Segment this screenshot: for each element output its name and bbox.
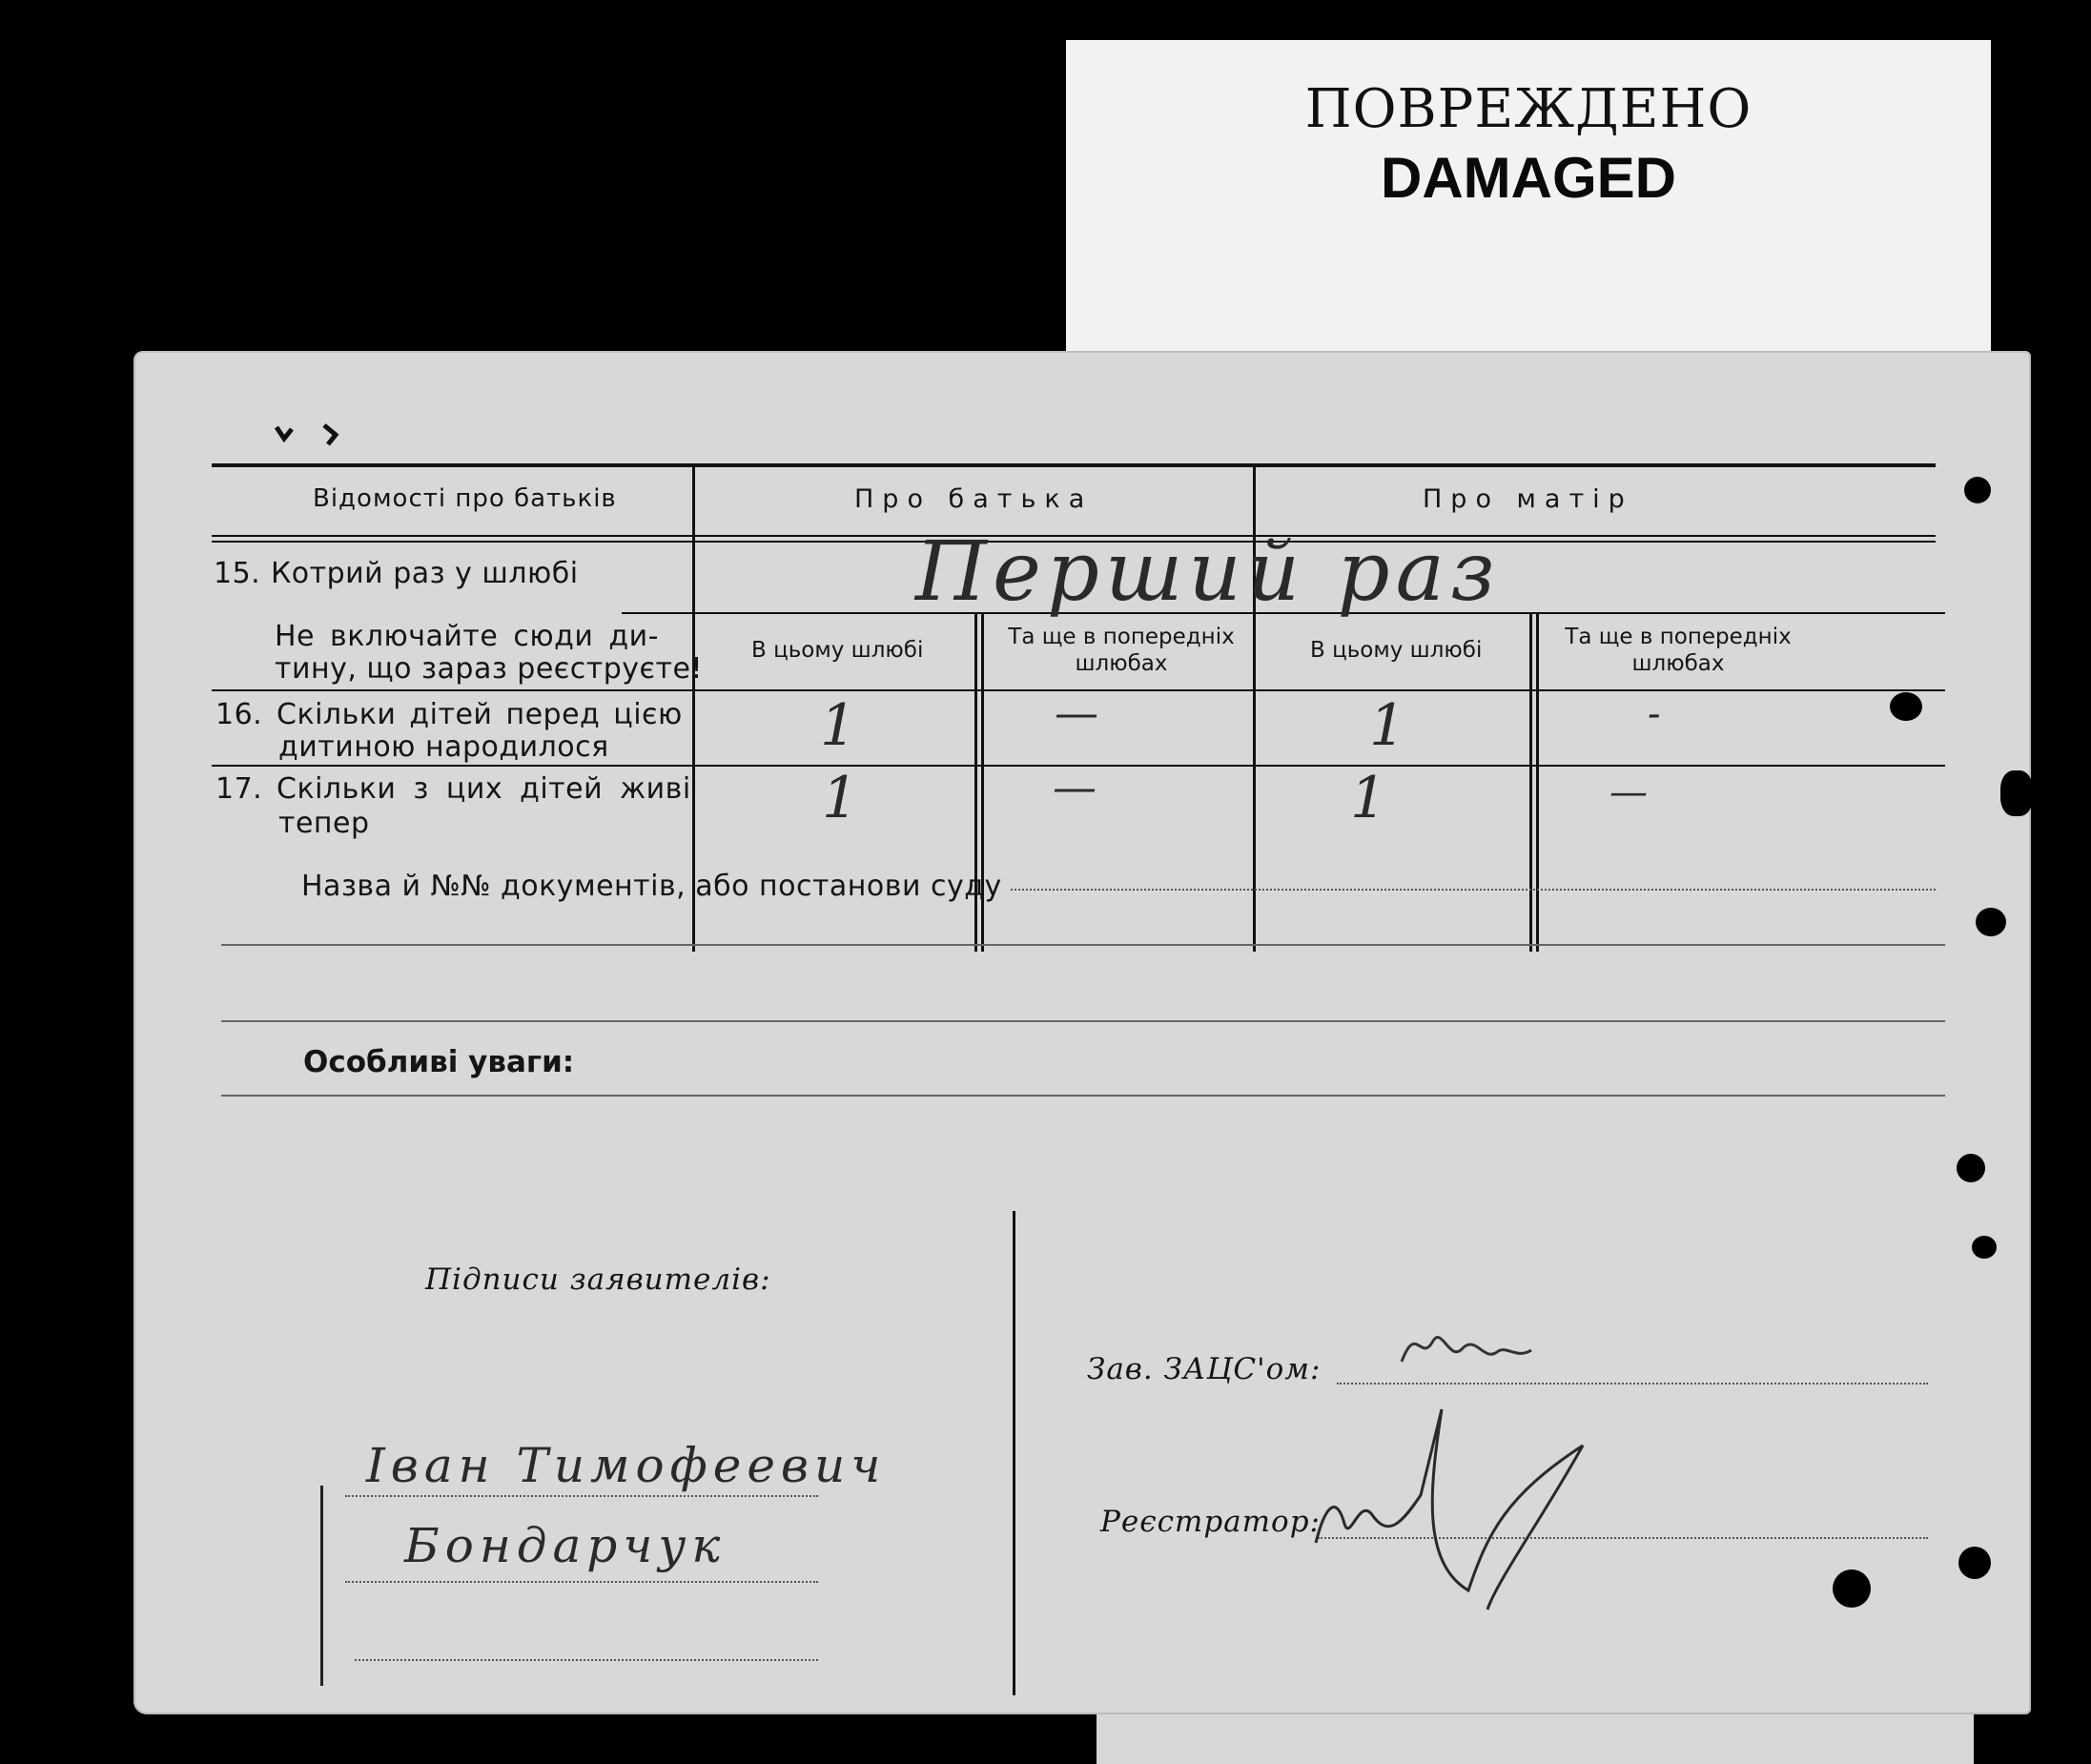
damaged-label-ru: ПОВРЕЖДЕНО bbox=[1304, 78, 1753, 140]
edge-tear bbox=[2000, 770, 2033, 816]
row17-father-prev: — bbox=[1053, 761, 1097, 812]
row16-father-this: 1 bbox=[820, 692, 857, 759]
applicant-signature-line1: Іван Тимофеевич bbox=[366, 1438, 887, 1493]
subheader-father-this: В цьому шлюбі bbox=[751, 638, 924, 663]
row17-mother-prev: — bbox=[1609, 770, 1648, 814]
damaged-label-card bbox=[1066, 40, 1991, 359]
header-mother: Про матір bbox=[1423, 484, 1633, 514]
row17-mother-this: 1 bbox=[1350, 765, 1387, 831]
punch-hole bbox=[1957, 1154, 1985, 1182]
note-line2: тину, що зараз реєструєте! bbox=[275, 652, 703, 686]
punch-hole bbox=[1972, 1236, 1997, 1259]
applicant-signature-line2: Бондарчук bbox=[404, 1518, 727, 1573]
subheader-father-prev-line2: шлюбах bbox=[1075, 651, 1168, 676]
row17-line2: тепер bbox=[278, 807, 370, 840]
punch-hole bbox=[1964, 477, 1991, 503]
row16-number: 16. bbox=[215, 698, 263, 731]
row16-father-prev: — bbox=[1055, 687, 1098, 738]
row16-line2: дитиною народилося bbox=[278, 730, 609, 764]
punch-hole bbox=[1958, 1547, 1991, 1579]
damaged-label-en: DAMAGED bbox=[1381, 146, 1676, 210]
documents-label: Назва й №№ документів, або постанови суду bbox=[301, 870, 1002, 903]
form-sheet bbox=[133, 351, 2031, 1714]
subheader-mother-prev-line1: Та ще в попередніх bbox=[1565, 625, 1792, 649]
remarks-label: Особливі уваги: bbox=[303, 1045, 575, 1079]
row17-number: 17. bbox=[215, 772, 263, 806]
row16-mother-this: 1 bbox=[1369, 692, 1406, 759]
registrar-label: Реєстратор: bbox=[1100, 1505, 1321, 1539]
row17-line1: Скільки з цих дітей живі bbox=[277, 772, 691, 806]
header-father: Про батька bbox=[854, 484, 1094, 514]
note-line1: Не включайте сюди ди- bbox=[275, 620, 659, 653]
subheader-mother-prev-line2: шлюбах bbox=[1631, 651, 1725, 676]
subheader-father-prev-line1: Та ще в попередніх bbox=[1008, 625, 1235, 649]
header-info: Відомості про батьків bbox=[313, 484, 617, 513]
row15-number: 15. bbox=[214, 557, 261, 590]
row15-label: Котрий раз у шлюбі bbox=[271, 557, 579, 590]
row17-father-this: 1 bbox=[822, 765, 859, 831]
registrar-signature bbox=[1316, 1409, 1583, 1610]
row15-answer: Перший раз bbox=[915, 524, 1501, 620]
corner-mark bbox=[277, 425, 336, 444]
punch-hole bbox=[1976, 908, 2006, 936]
subheader-mother-this: В цьому шлюбі bbox=[1310, 638, 1483, 663]
row16-mother-prev: - bbox=[1648, 692, 1661, 736]
row16-line1: Скільки дітей перед цією bbox=[277, 698, 683, 731]
punch-hole bbox=[1833, 1569, 1871, 1608]
head-label: Зав. ЗАЦС'ом: bbox=[1087, 1352, 1322, 1386]
head-signature bbox=[1402, 1337, 1531, 1362]
handwritten-signatures bbox=[133, 351, 2031, 1714]
punch-hole bbox=[1890, 692, 1922, 721]
applicants-label: Підписи заявителів: bbox=[425, 1262, 771, 1297]
